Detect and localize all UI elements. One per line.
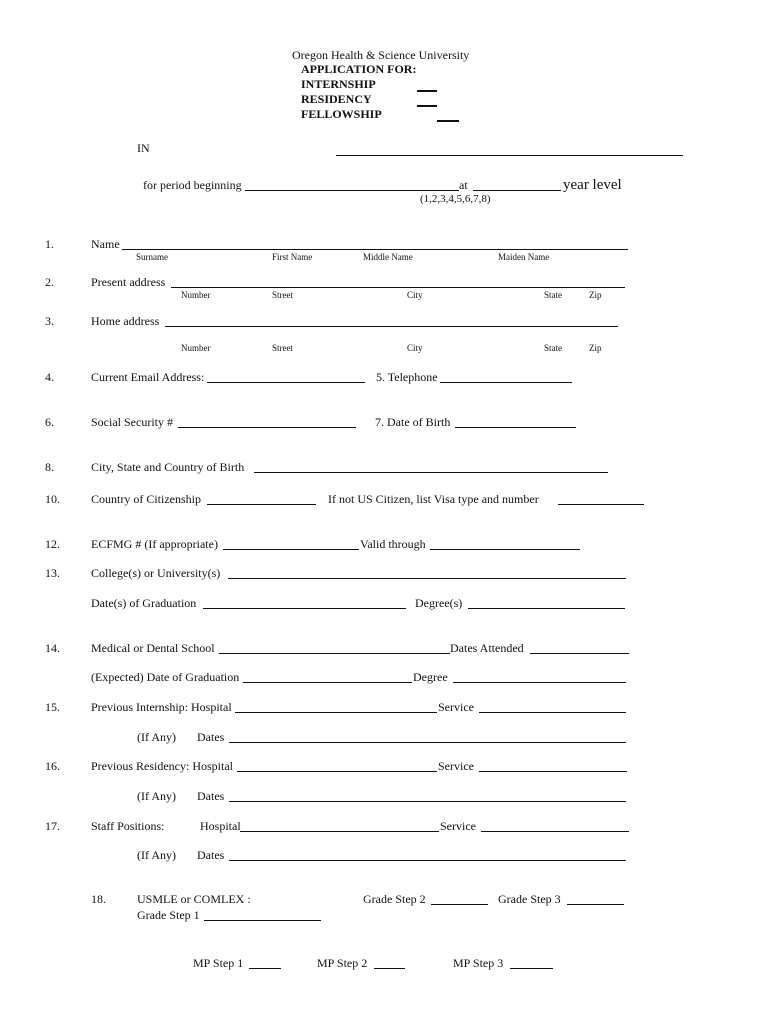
college-label: College(s) or University(s) — [91, 566, 221, 580]
fellowship-option-label: FELLOWSHIP — [301, 107, 382, 121]
email-line[interactable] — [207, 382, 365, 383]
grade-step-2-label: Grade Step 2 — [363, 892, 426, 906]
college-line[interactable] — [228, 578, 626, 579]
valid-through-line[interactable] — [430, 549, 580, 550]
dates-label: Dates — [197, 789, 225, 803]
grade-step-2-line[interactable] — [431, 904, 488, 905]
staff-dates-line[interactable] — [229, 860, 626, 861]
if-any-label: (If Any) — [137, 730, 176, 744]
state-caption: State — [544, 290, 562, 300]
ecfmg-line[interactable] — [223, 549, 359, 550]
birthplace-line[interactable] — [254, 472, 608, 473]
mp-step-2-line[interactable] — [374, 968, 405, 969]
degree-line[interactable] — [453, 682, 626, 683]
telephone-label: 5. Telephone — [376, 370, 438, 384]
middle-name-caption: Middle Name — [363, 252, 413, 262]
zip-caption: Zip — [589, 290, 602, 300]
item-number: 4. — [45, 370, 54, 384]
period-beginning-label: for period beginning — [143, 178, 242, 192]
graduation-dates-line[interactable] — [203, 608, 406, 609]
first-name-caption: First Name — [272, 252, 313, 262]
item-number: 15. — [45, 700, 60, 714]
prev-internship-label: Previous Internship: Hospital — [91, 700, 232, 714]
citizenship-line[interactable] — [207, 504, 316, 505]
application-for-heading: APPLICATION FOR: — [301, 62, 417, 76]
degree-label: Degree — [413, 670, 448, 684]
street-caption: Street — [272, 343, 293, 353]
grade-step-1-line[interactable] — [204, 920, 321, 921]
residency-check-line[interactable] — [417, 105, 437, 107]
item-number: 6. — [45, 415, 54, 429]
prev-internship-service-line[interactable] — [479, 712, 626, 713]
visa-label: If not US Citizen, list Visa type and number — [328, 492, 539, 506]
dates-attended-line[interactable] — [530, 653, 629, 654]
item-number: 13. — [45, 566, 60, 580]
city-caption: City — [407, 343, 423, 353]
ecfmg-label: ECFMG # (If appropriate) — [91, 537, 218, 551]
item-number: 12. — [45, 537, 60, 551]
degrees-label: Degree(s) — [415, 596, 463, 610]
citizenship-label: Country of Citizenship — [91, 492, 201, 506]
number-caption: Number — [181, 343, 211, 353]
prev-residency-service-line[interactable] — [479, 771, 627, 772]
internship-option-label: INTERNSHIP — [301, 77, 376, 91]
telephone-line[interactable] — [440, 382, 572, 383]
item-number: 17. — [45, 819, 60, 833]
maiden-name-caption: Maiden Name — [498, 252, 550, 262]
item-number: 14. — [45, 641, 60, 655]
grade-step-3-line[interactable] — [567, 904, 624, 905]
grade-step-1-label: Grade Step 1 — [137, 908, 200, 922]
residency-option-label: RESIDENCY — [301, 92, 372, 106]
graduation-dates-label: Date(s) of Graduation — [91, 596, 197, 610]
period-beginning-line[interactable] — [245, 190, 459, 191]
present-address-label: Present address — [91, 275, 166, 289]
dates-label: Dates — [197, 730, 225, 744]
in-label: IN — [137, 141, 150, 155]
service-label: Service — [440, 819, 476, 833]
name-line[interactable] — [122, 249, 628, 250]
internship-check-line[interactable] — [417, 90, 437, 92]
at-label: at — [459, 178, 468, 192]
mp-step-1-line[interactable] — [249, 968, 281, 969]
staff-positions-label: Staff Positions: — [91, 819, 165, 833]
degrees-line[interactable] — [468, 608, 625, 609]
surname-caption: Surname — [136, 252, 168, 262]
service-label: Service — [438, 700, 474, 714]
visa-line[interactable] — [558, 504, 644, 505]
mp-step-3-label: MP Step 3 — [453, 956, 504, 970]
if-any-label: (If Any) — [137, 848, 176, 862]
fellowship-check-line[interactable] — [437, 120, 459, 122]
item-number: 10. — [45, 492, 60, 506]
usmle-label: USMLE or COMLEX : — [137, 892, 251, 906]
zip-caption: Zip — [589, 343, 602, 353]
if-any-label: (If Any) — [137, 789, 176, 803]
home-address-label: Home address — [91, 314, 160, 328]
service-label: Service — [438, 759, 474, 773]
name-label: Name — [91, 237, 120, 251]
year-level-label: year level — [563, 177, 622, 193]
staff-service-line[interactable] — [481, 831, 629, 832]
medical-school-label: Medical or Dental School — [91, 641, 215, 655]
dob-line[interactable] — [455, 427, 576, 428]
item-number: 8. — [45, 460, 54, 474]
staff-hospital-line[interactable] — [240, 831, 439, 832]
valid-through-label: Valid through — [360, 537, 426, 551]
university-name: Oregon Health & Science University — [292, 48, 470, 62]
birthplace-label: City, State and Country of Birth — [91, 460, 245, 474]
expected-graduation-label: (Expected) Date of Graduation — [91, 670, 240, 684]
item-number: 2. — [45, 275, 54, 289]
item-number: 3. — [45, 314, 54, 328]
medical-school-line[interactable] — [219, 653, 450, 654]
item-number: 18. — [91, 892, 106, 906]
expected-graduation-line[interactable] — [243, 682, 412, 683]
dates-label: Dates — [197, 848, 225, 862]
prev-internship-hospital-line[interactable] — [235, 712, 437, 713]
mp-step-3-line[interactable] — [510, 968, 553, 969]
ssn-line[interactable] — [178, 427, 356, 428]
state-caption: State — [544, 343, 562, 353]
mp-step-1-label: MP Step 1 — [193, 956, 244, 970]
email-label: Current Email Address: — [91, 370, 205, 384]
program-field-line[interactable] — [336, 155, 683, 156]
item-number: 16. — [45, 759, 60, 773]
grade-step-3-label: Grade Step 3 — [498, 892, 561, 906]
ssn-label: Social Security # — [91, 415, 173, 429]
year-level-line[interactable] — [473, 190, 561, 191]
number-caption: Number — [181, 290, 211, 300]
city-caption: City — [407, 290, 423, 300]
street-caption: Street — [272, 290, 293, 300]
item-number: 1. — [45, 237, 54, 251]
present-address-line[interactable] — [171, 287, 625, 288]
prev-residency-hospital-line[interactable] — [237, 771, 437, 772]
prev-residency-dates-line[interactable] — [229, 801, 626, 802]
dob-label: 7. Date of Birth — [375, 415, 451, 429]
dates-attended-label: Dates Attended — [450, 641, 524, 655]
hospital-label: Hospital — [200, 819, 241, 833]
mp-step-2-label: MP Step 2 — [317, 956, 368, 970]
home-address-line[interactable] — [165, 326, 618, 327]
year-level-hint: (1,2,3,4,5,6,7,8) — [420, 193, 491, 205]
prev-residency-label: Previous Residency: Hospital — [91, 759, 233, 773]
prev-internship-dates-line[interactable] — [229, 742, 626, 743]
